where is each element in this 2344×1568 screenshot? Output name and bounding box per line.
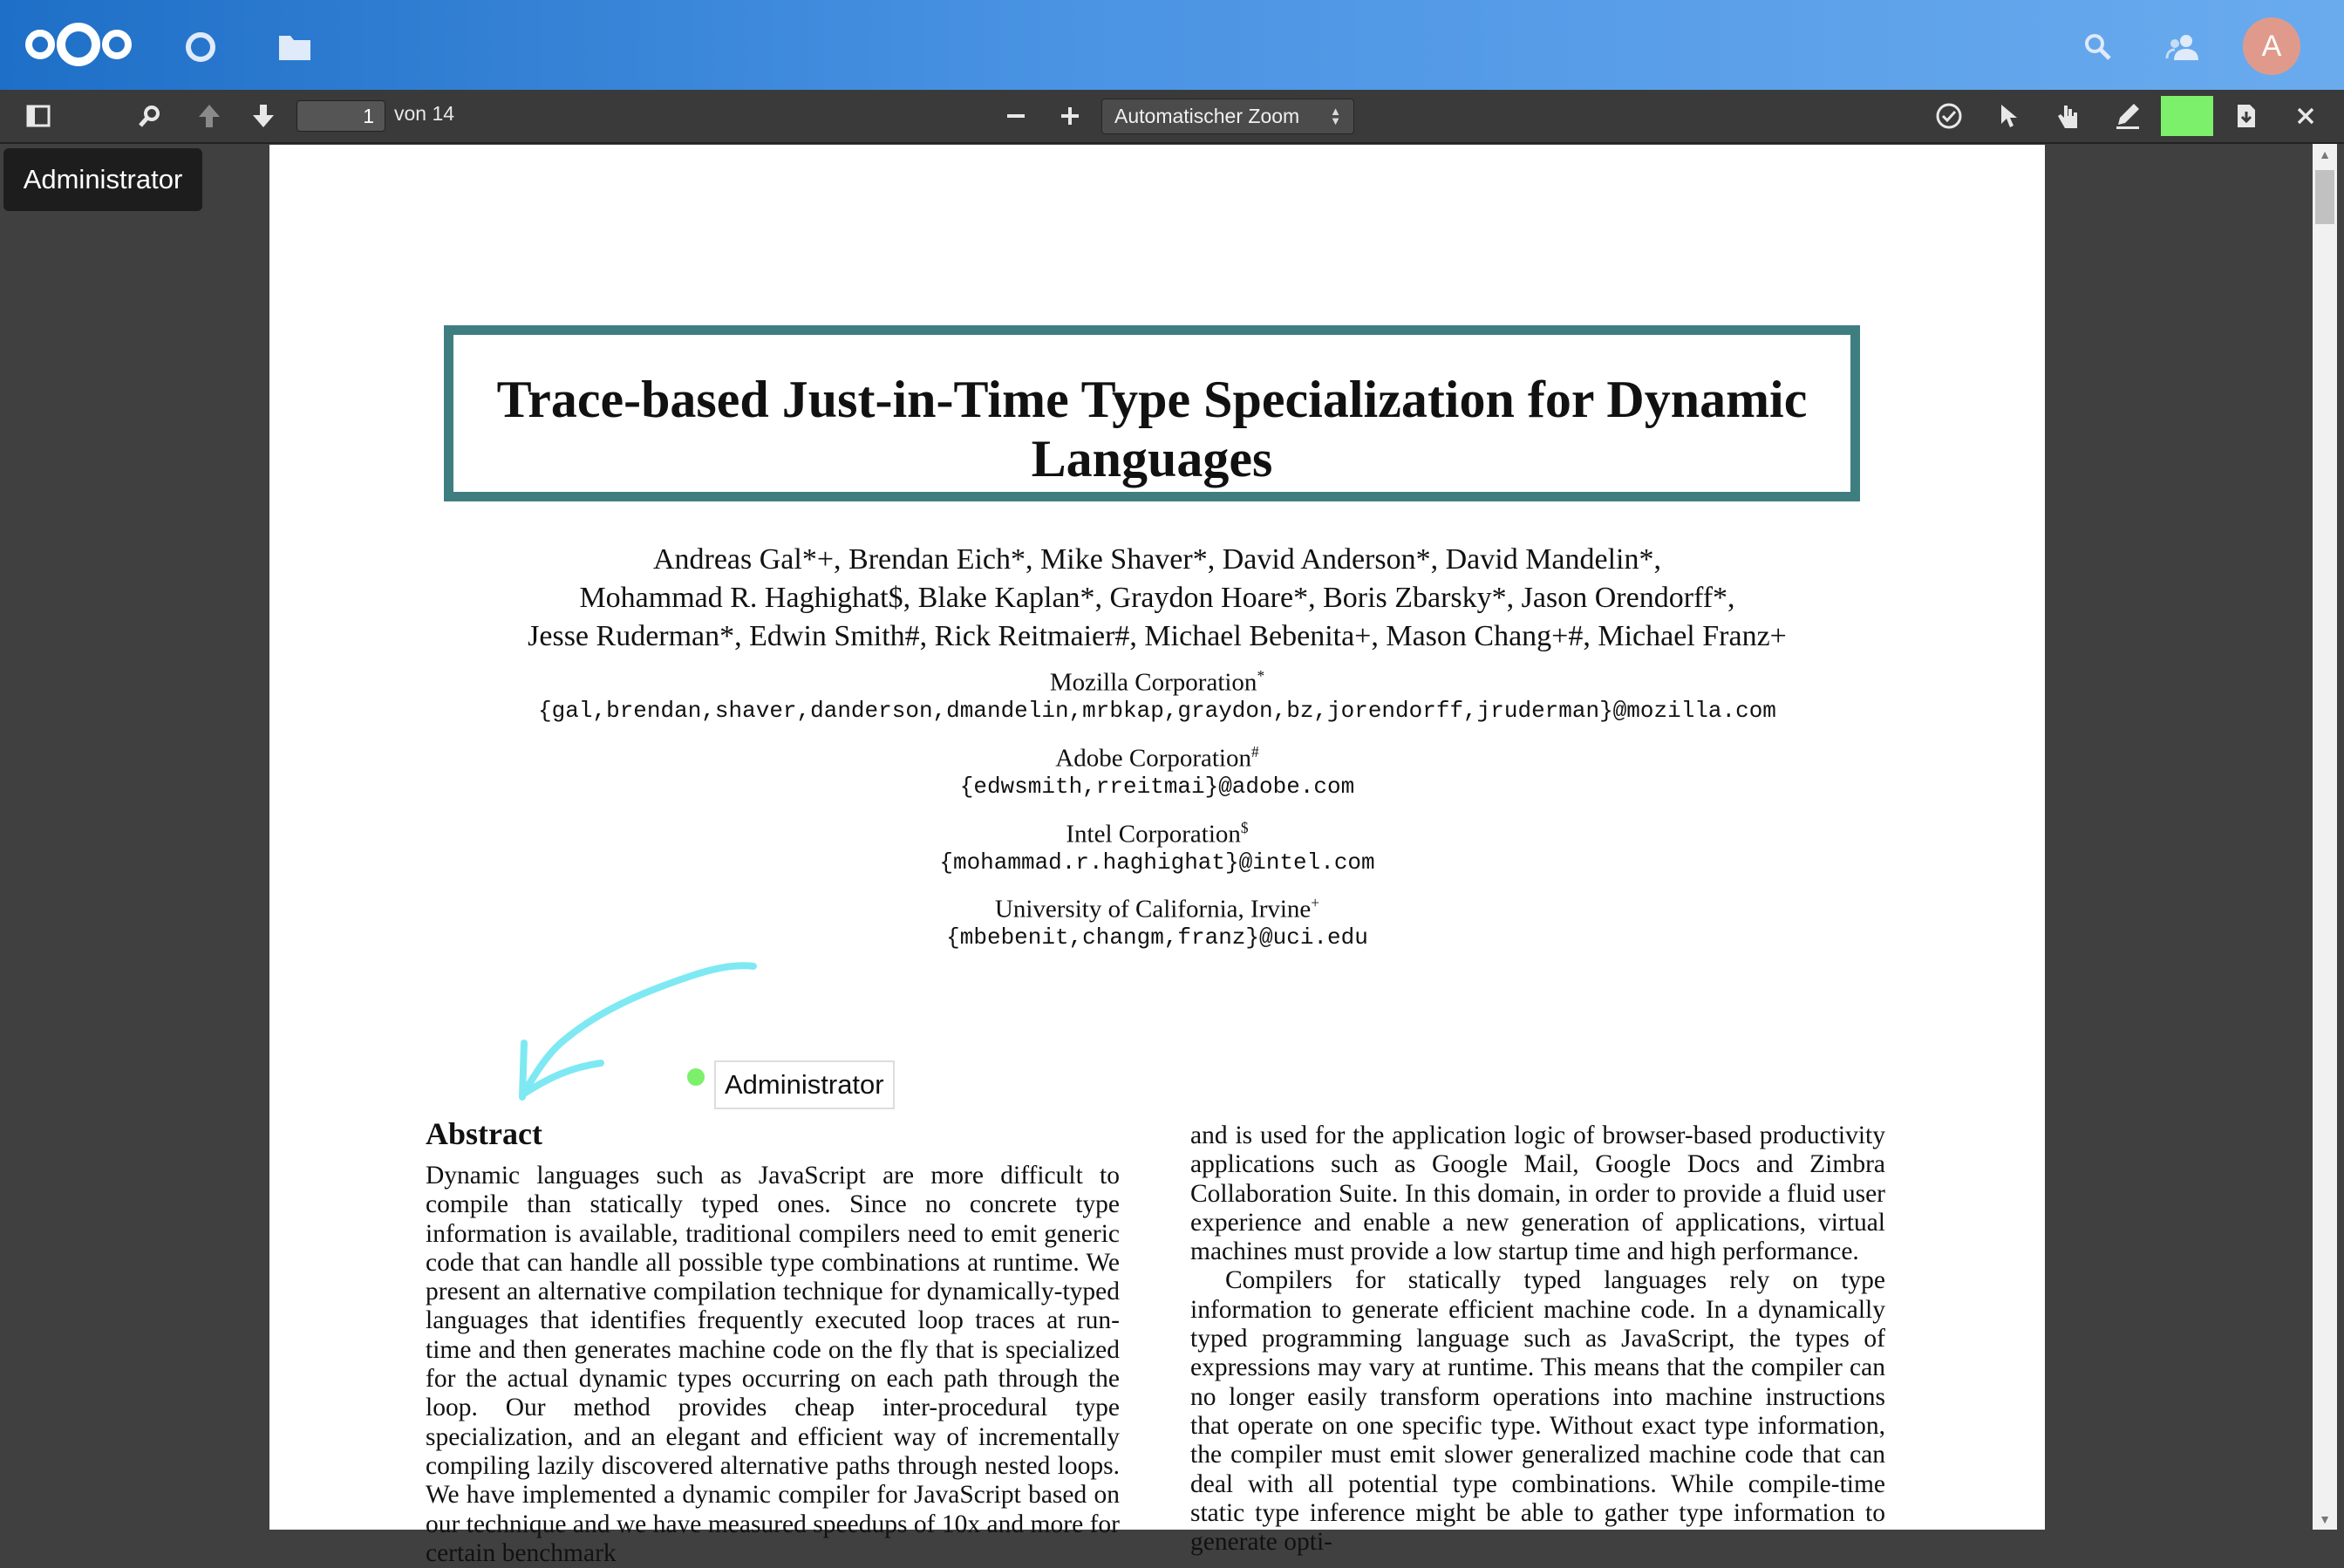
tooltip-text: Administrator: [23, 164, 183, 194]
authors-line-2: Mohammad R. Haghighat$, Blake Kaplan*, Graydon Hoare*, Boris Zbarsky*, Jason Orendorff*,: [579, 582, 1735, 614]
zoom-select[interactable]: [1101, 99, 1354, 134]
cursor-pointer-icon: [1998, 103, 2019, 129]
scrollbar-thumb[interactable]: [2315, 170, 2334, 224]
zoom-in-button[interactable]: [1046, 90, 1094, 142]
zoom-out-button[interactable]: [991, 90, 1040, 142]
pdf-toolbar: [0, 90, 2344, 144]
dashboard-icon[interactable]: [180, 26, 221, 68]
select-arrows-icon: ▲ ▼: [1330, 105, 1341, 127]
zoom-select-value: Automatischer Zoom: [1114, 105, 1300, 127]
search-icon: [138, 104, 162, 128]
hand-tool-button[interactable]: [2044, 90, 2093, 142]
affiliation-intel: Intel Corporation$ {mohammad.r.haghighat}@intel.com: [939, 819, 1375, 876]
search-icon[interactable]: [2077, 26, 2119, 68]
affiliation-adobe: Adobe Corporation# {edwsmith,rreitmai}@adobe.com: [959, 743, 1355, 800]
page-number-input[interactable]: [296, 100, 385, 132]
page-total-label: von 14: [394, 102, 455, 125]
abstract-left-column: Dynamic languages such as JavaScript are more difficult to compile than statically typed ones. Since no concrete type information is available, traditional compilers need to emit generic code that can handle all possible type combinations at runtime. We present an alternative compilation technique for dynamically-typed languages that identifies frequently executed loop traces at run-time and then generates machine code on the fly that is specialized for the actual dynamic types occurring on each path through the loop. Our method provides cheap inter-procedural type specialization, and an elegant and efficient way of incrementally compiling lazily discovered alternative paths through nested loops. We have implemented a dynamic compiler for JavaScript based on our technique and we have measured speedups of 10x and more for certain benchmark: [426, 1162, 1120, 1567]
check-annotation-button[interactable]: [1925, 90, 1973, 142]
title-box: [444, 325, 1860, 501]
arrow-down-icon: [251, 103, 276, 129]
affiliation-mozilla: Mozilla Corporation* {gal,brendan,shaver,danderson,dmandelin,mrbkap,graydon,bz,jorendorff,jruderman}@mozilla.com: [538, 667, 1776, 724]
next-page-button[interactable]: [239, 90, 288, 142]
arrow-up-icon: [197, 103, 221, 129]
close-icon: [2296, 106, 2315, 126]
hand-icon: [2055, 102, 2082, 130]
avatar-letter: A: [2261, 29, 2282, 63]
download-button[interactable]: [2222, 90, 2271, 142]
authors-line-1: Andreas Gal*+, Brendan Eich*, Mike Shaver*, David Anderson*, David Mandelin*,: [652, 543, 1662, 576]
right-column: and is used for the application logic of browser-based productivity applications such as Google Mail, Google Docs and Zimbra Collaboration Suite. In this domain, in order to provide a fluid user experience and enable a new generation of applications, virtual machines must provide a low startup time and high performance. Compilers for statically typed languages rely on type information to generate efficient machine code. In a dynamically typed programming language such as JavaScript, the types of expressions may vary at runtime. This means that the compiler can no longer easily transform operations into machine instructions that operate on one specific type. Without exact type information, the compiler must emit slower generalized machine code that can deal with all potential type combinations. While compile-time static type inference might be able to gather type information to generate opti-: [1190, 1121, 1885, 1557]
authors-line-3: Jesse Ruderman*, Edwin Smith#, Rick Reitmaier#, Michael Bebenita+, Mason Chang+#, Michael Franz+: [528, 620, 1787, 652]
nextcloud-logo-icon[interactable]: [23, 19, 134, 70]
draw-tool-button[interactable]: [2103, 90, 2152, 142]
paper-title: Trace-based Just-in-Time Type Specialization for Dynamic Languages: [496, 371, 1808, 487]
scroll-down-icon[interactable]: ▼: [2319, 1512, 2331, 1526]
avatar[interactable]: [2243, 17, 2300, 75]
find-button[interactable]: [126, 90, 174, 142]
annotation-marker-dot[interactable]: [687, 1068, 705, 1086]
minus-icon: [1005, 106, 1026, 126]
affiliation-uci: University of California, Irvine+ {mbebenit,changm,franz}@uci.edu: [946, 894, 1368, 951]
files-folder-icon[interactable]: [274, 26, 316, 68]
close-button[interactable]: [2281, 90, 2330, 142]
sidebar-toggle-button[interactable]: [14, 90, 63, 142]
plus-icon: [1060, 106, 1080, 126]
check-circle-icon: [1935, 102, 1963, 130]
select-tool-button[interactable]: [1984, 90, 2033, 142]
annotation-author-label[interactable]: Administrator: [714, 1060, 895, 1109]
pen-draw-icon: [2115, 102, 2141, 130]
scroll-up-icon[interactable]: ▲: [2319, 147, 2331, 161]
contacts-icon[interactable]: [2163, 26, 2204, 68]
app-header: [0, 0, 2344, 90]
annotation-color-swatch[interactable]: [2161, 96, 2213, 136]
authors-block: [269, 541, 2045, 656]
file-download-icon: [2236, 103, 2257, 129]
sidebar-toggle-icon: [26, 105, 51, 127]
user-tooltip: [3, 148, 202, 211]
previous-page-button[interactable]: [185, 90, 234, 142]
page-scrollbar[interactable]: [2313, 144, 2337, 1530]
pdf-page: [269, 145, 2045, 1567]
abstract-heading: Abstract: [426, 1116, 542, 1151]
